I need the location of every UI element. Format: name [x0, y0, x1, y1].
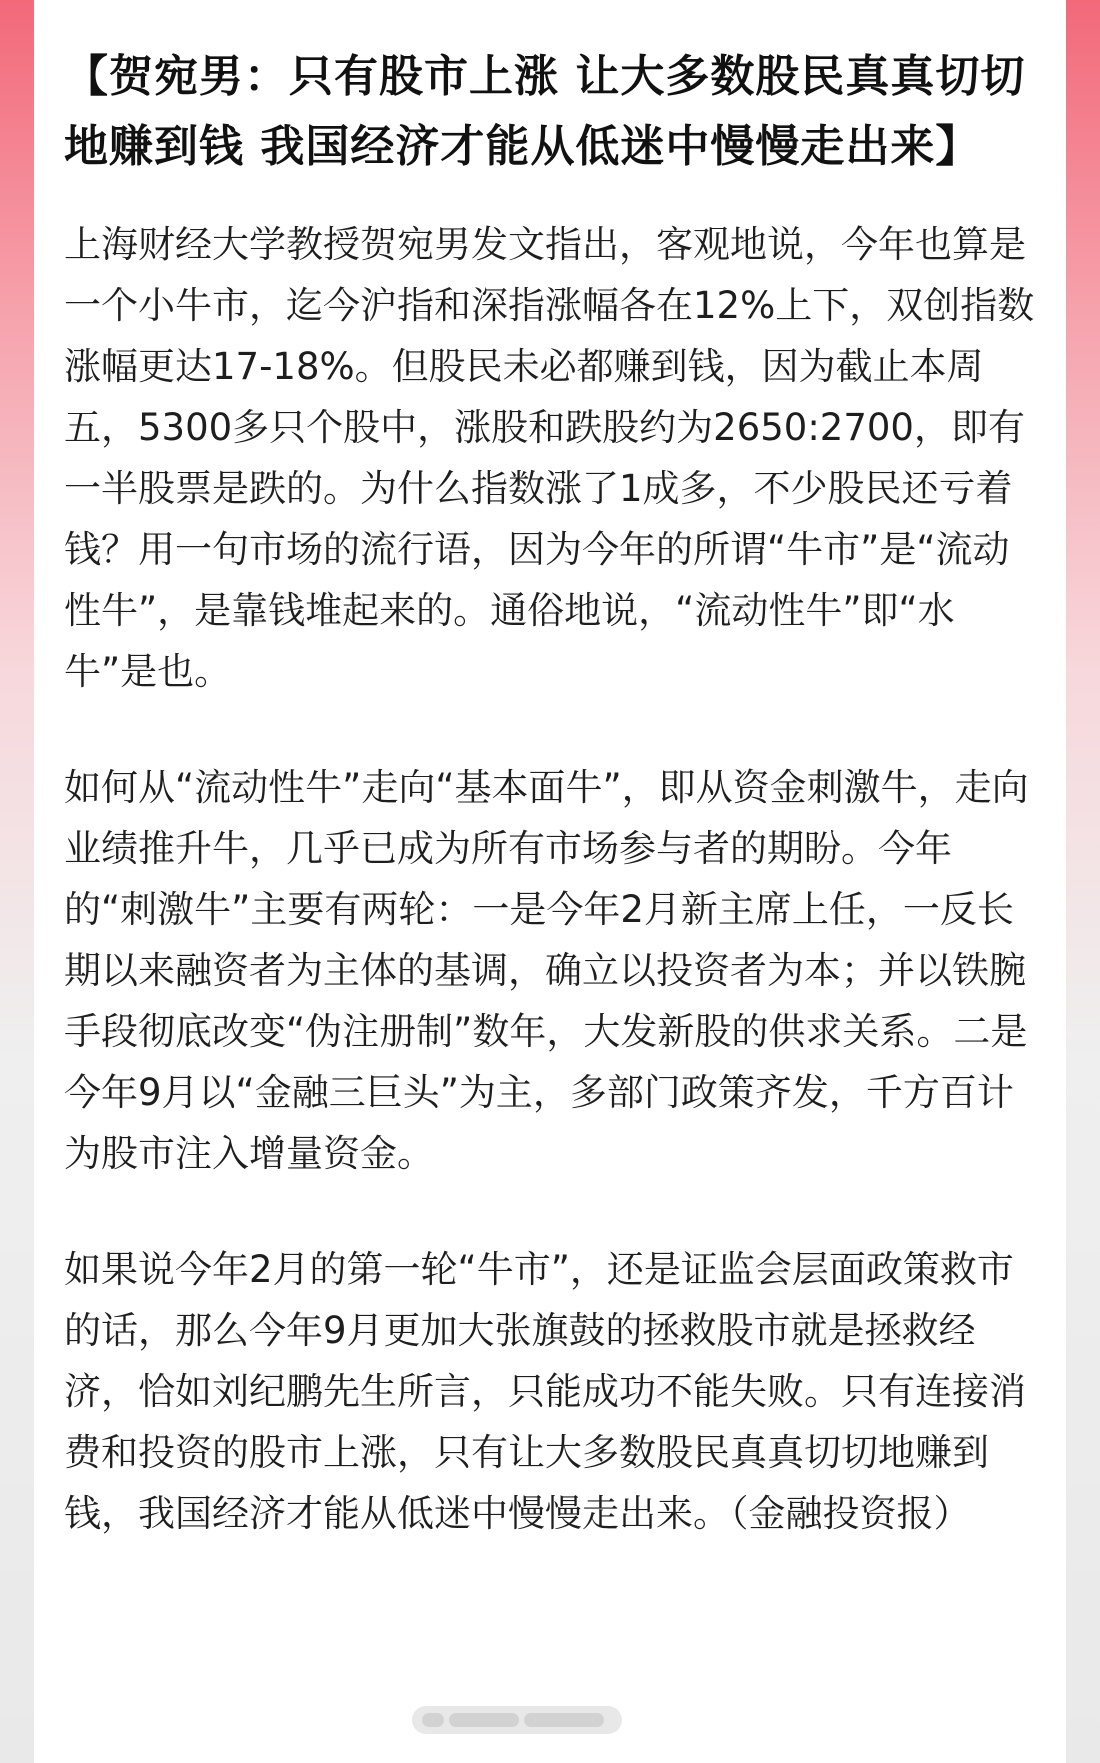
- right-edge-decoration: [1066, 0, 1100, 1763]
- watermark-mark: [449, 1713, 519, 1727]
- article-content: [64, 42, 1036, 1544]
- watermark-avatar-icon: [422, 1713, 444, 1727]
- left-edge-decoration: [0, 0, 34, 1763]
- watermark-mark: [524, 1713, 604, 1727]
- article-paragraph-2: 如何从“流动性牛”走向“基本面牛”，即从资金刺激牛，走向业绩推升牛，几乎已成为所有市场参与者的期盼。今年的“刺激牛”主要有两轮：一是今年2月新主席上任，一反长期以来融资者为主体的基调，确立以投资者为本；并以铁腕手段彻底改变“伪注册制”数年，大发新股的供求关系。二是今年9月以“金融三巨头”为主，多部门政策齐发，千方百计为股市注入增量资金。: [64, 766, 1029, 1175]
- article-headline: 【贺宛男：只有股市上涨 让大多数股民真真切切地赚到钱 我国经济才能从低迷中慢慢走出来】: [64, 51, 1026, 172]
- article-paragraph-3: 如果说今年2月的第一轮“牛市”，还是证监会层面政策救市的话，那么今年9月更加大张旗鼓的拯救股市就是拯救经济，恰如刘纪鹏先生所言，只能成功不能失败。只有连接消费和投资的股市上涨，只有让大多数股民真真切切地赚到钱，我国经济才能从低迷中慢慢走出来。（金融投资报）: [64, 1248, 1026, 1535]
- article-paragraph-1: 上海财经大学教授贺宛男发文指出，客观地说，今年也算是一个小牛市，迄今沪指和深指涨幅各在12%上下，双创指数涨幅更达17-18%。但股民未必都赚到钱，因为截止本周五，5300多只个股中，涨股和跌股约为2650:2700，即有一半股票是跌的。为什么指数涨了1成多，不少股民还亏着钱？用一句市场的流行语，因为今年的所谓“牛市”是“流动性牛”，是靠钱堆起来的。通俗地说，“流动性牛”即“水牛”是也。: [64, 223, 1035, 693]
- article-card: [34, 0, 1066, 1763]
- watermark-overlay: [412, 1706, 622, 1734]
